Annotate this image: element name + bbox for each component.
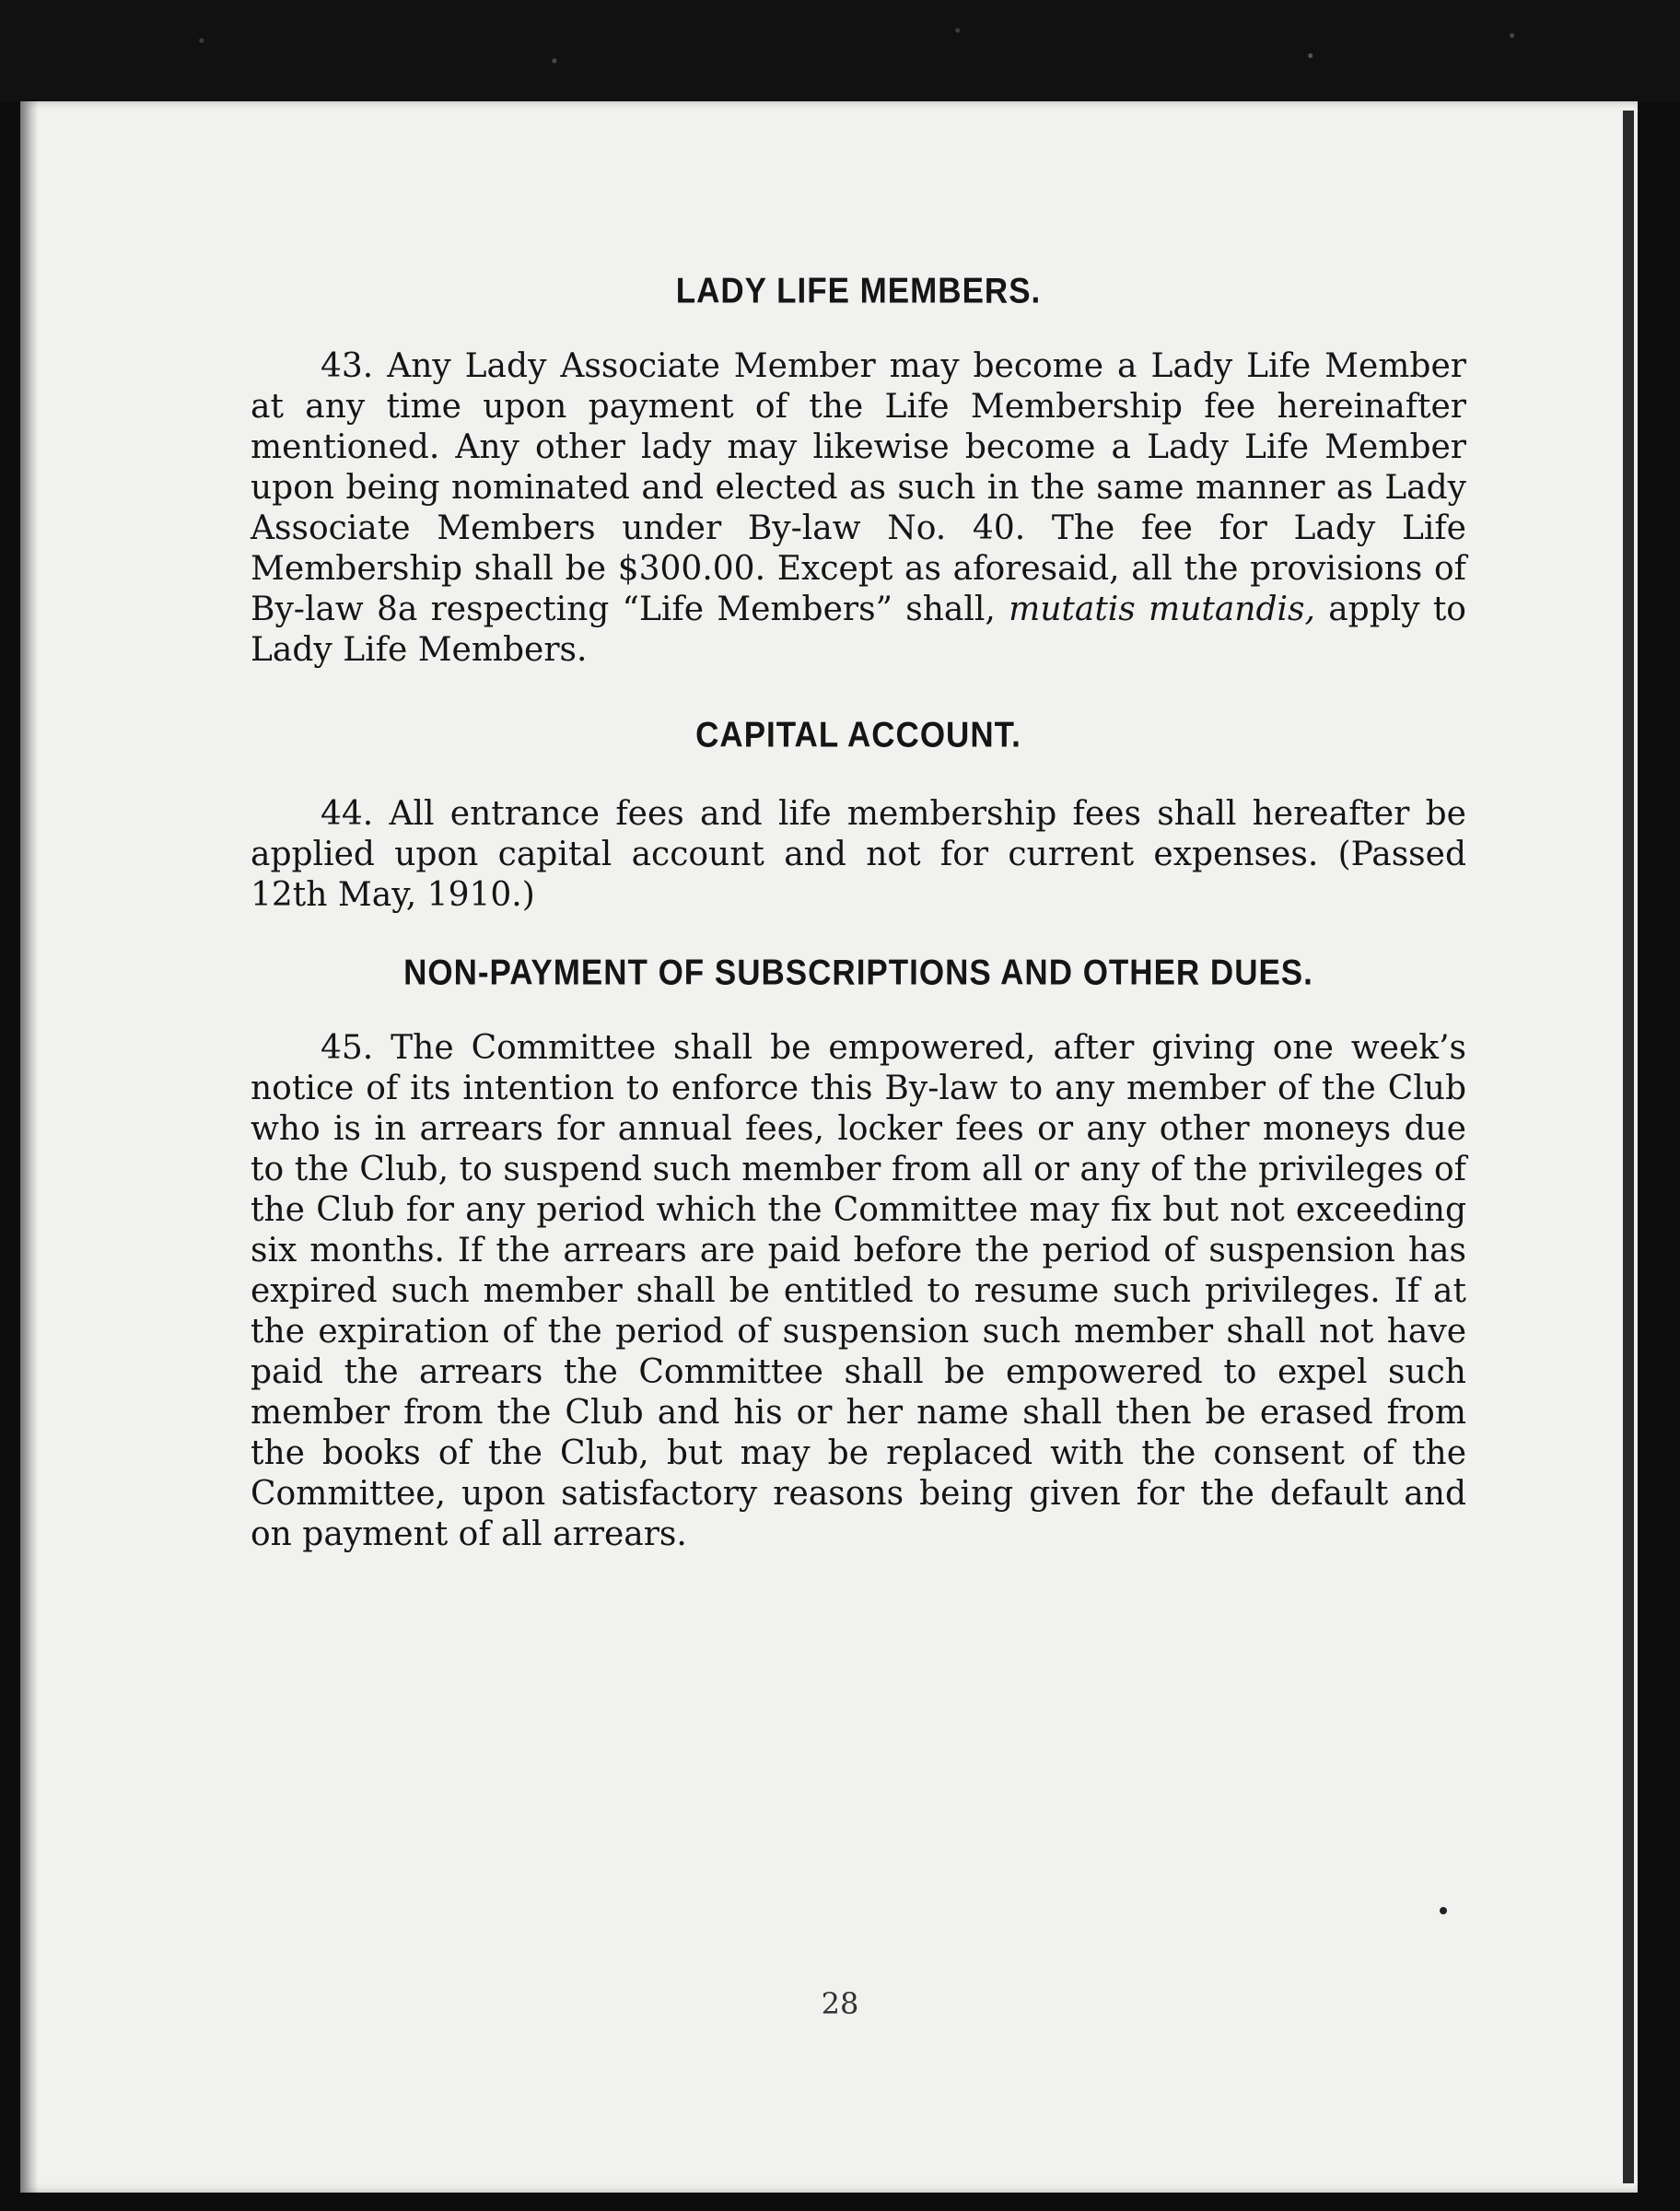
binding-shadow: [20, 101, 39, 2193]
bylaw-45-paragraph: 45. The Committee shall be empowered, after giving one week’s notice of its intention to enforce this By-law to any member of the Club who is in arrears for annual fees, locker fees or any other moneys due to the Club, to suspend such member from all or any of the privileges of the Club for any period which the Committee may fix but not exceeding six months. If the arrears are paid before the period of suspension has expired such member shall be entitled to resume such privileges. If at the expiration of the period of suspension such member shall not have paid the arrears the Committee shall be empowered to expel such member from the Club and his or her name shall then be erased from the books of the Club, but may be replaced with the consent of the Committee, upon satisfactory reasons being given for the default and on payment of all arrears.: [251, 1029, 1466, 1553]
bylaw-43-text-end: apply to Lady Life Members.: [251, 591, 1466, 669]
page-number: 28: [821, 1986, 859, 2021]
bylaw-43-paragraph: [251, 346, 1466, 671]
bylaw-43-text: 43. Any Lady Associate Member may become a Lady Life Member at any time upon payment of the Life Membership fee hereinafter mentioned. Any other lady may likewise become a Lady Life Member upon being nominated and elected as such in the same manner as Lady Associate Members under By-law No. 40. The fee for Lady Life Membership shall be $300.00. Except as aforesaid, all the provisions of By-law 8a respecting “Life Members” shall,: [251, 347, 1466, 628]
section-heading-capital-account: CAPITAL ACCOUNT.: [695, 714, 1021, 755]
scan-top-border: [0, 0, 1680, 101]
section-heading-lady-life-members: LADY LIFE MEMBERS.: [675, 270, 1042, 311]
page-content: [251, 240, 1466, 1555]
section-heading-non-payment: NON-PAYMENT OF SUBSCRIPTIONS AND OTHER DUES.: [403, 952, 1313, 993]
page-edge: [1623, 111, 1634, 2183]
bylaw-43-latin-phrase: mutatis mutandis,: [1009, 591, 1315, 628]
ink-speck: [1440, 1907, 1447, 1914]
bylaw-44-paragraph: 44. All entrance fees and life membership fees shall hereafter be applied upon capital account and not for current expenses. (Passed 12th May, 1910.): [251, 795, 1466, 914]
